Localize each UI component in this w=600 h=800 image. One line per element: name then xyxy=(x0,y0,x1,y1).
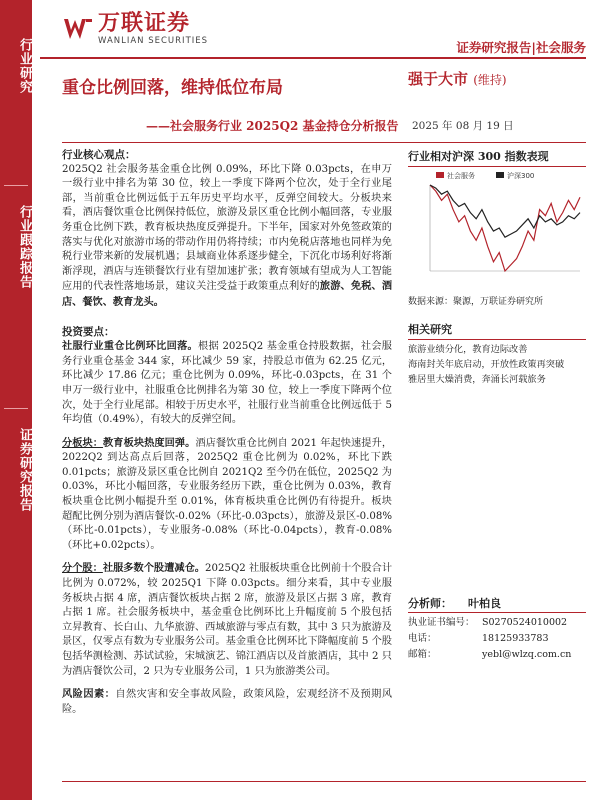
chart-series-line xyxy=(430,185,580,237)
cert-value: S0270524010002 xyxy=(482,617,568,628)
chart-title: 行业相对沪深 300 指数表现 xyxy=(408,150,549,163)
core-view-highlight: 旅游、免税、酒店、餐饮、教育龙头。 xyxy=(62,280,393,308)
related-research-heading: 相关研究 xyxy=(408,321,586,340)
risk-body: 自然灾害和安全事故风险，政策风险，宏观经济不及预期风险。 xyxy=(62,689,393,715)
email-label: 邮箱： xyxy=(408,649,437,660)
investment-points-heading: 投资要点： xyxy=(62,325,115,338)
wanlian-logo-icon xyxy=(62,15,94,43)
tel-label: 电话： xyxy=(408,633,437,644)
tel-value: 18125933783 xyxy=(482,633,549,644)
sidebar-tag-tracking-report: 行业跟踪报告 xyxy=(17,205,32,289)
report-type-label: 证券研究报告|社会服务 xyxy=(456,40,586,55)
left-sidebar xyxy=(0,0,32,800)
main-content xyxy=(62,148,392,725)
sidebar-tag-securities-report: 证券研究报告 xyxy=(17,428,32,512)
point-stock-block xyxy=(62,561,392,679)
analyst-block xyxy=(408,596,586,663)
rating-note: (维持) xyxy=(473,73,507,87)
report-title: 重仓比例回落，维持低位布局 xyxy=(62,78,283,98)
report-subtitle: ——社会服务行业 2025Q2 基金持仓分析报告 xyxy=(146,119,399,133)
point-stock-lead: 社服多数个股遭减仓。 xyxy=(102,562,206,575)
sidebar-divider xyxy=(4,185,28,186)
title-rule xyxy=(62,142,586,143)
point-industry-body: 根据 2025Q2 基金重仓持股数据，社会服务行业重仓基金 344 家，环比减少 59 家，持股总市值为 62.25 亿元，环比减少 17.86 亿元；重仓比例为 0.09%，环比-0.03pcts，在 31 个申万一级行业中，社服重仓比例排名为第 30 位，较上一季度下降两个位次，处于全行业尾部。相较于历史水平，社服行业当前重仓比例远低于 5 年均值（0.49%），有较大的反弹空间。 xyxy=(62,341,392,426)
company-logo xyxy=(62,12,208,46)
core-view-block xyxy=(62,148,392,311)
risk-lead: 风险因素： xyxy=(62,688,116,701)
side-column xyxy=(408,148,586,387)
point-industry xyxy=(62,339,392,428)
risk-block xyxy=(62,687,392,717)
header-rule xyxy=(40,57,586,59)
related-research-item[interactable]: 旅游业绩分化，教育边际改善 xyxy=(408,344,528,355)
point-stock-label: 分个股： xyxy=(62,562,103,575)
point-sector xyxy=(62,436,392,554)
related-research-list xyxy=(408,342,586,387)
chart-header xyxy=(408,148,586,167)
risk-factors xyxy=(62,687,392,717)
performance-chart xyxy=(408,167,586,287)
core-view-heading: 行业核心观点： xyxy=(62,149,136,161)
point-sector-label: 分板块： xyxy=(62,436,104,449)
point-stock-body: 2025Q2 社服板块重仓比例前十个股合计比例为 0.072%，较 2025Q1 下降 0.03pcts。细分来看，其中专业服务板块占据 4 席，酒店餐饮板块占据 2 席，旅游及景区占据 3 席，教育占据 1 席。社会服务板块中，基金重仓比例环比上升幅度前 5 个股包括立昇教育、长白山、九华旅游、西域旅游与零点有数，其中 3 只为旅游及景区，仅零点有数为专业服务公司。基金重仓比例环比下降幅度前 5 个股包括华测检测、苏试试验，宋城演艺、锦江酒店以及首旅酒店，其中 2 只为酒店餐饮公司，2 只为专业服务公司，1 只为旅游类公司。 xyxy=(62,563,393,677)
email-value[interactable]: yebl@wlzq.com.cn xyxy=(482,649,572,660)
legend-label: 社会服务 xyxy=(447,172,475,180)
report-date: 2025 年 08 月 19 日 xyxy=(412,120,514,132)
chart-series-line xyxy=(430,185,580,271)
analyst-name: 叶柏良 xyxy=(468,597,501,610)
point-sector-lead: 教育板块热度回弹。 xyxy=(103,436,196,449)
core-view-text xyxy=(62,163,392,311)
related-research-item[interactable]: 雅居里大燥消费，奔涌长河载旅务 xyxy=(408,374,546,385)
chart-source: 数据来源：聚源，万联证券研究所 xyxy=(408,297,544,307)
rating xyxy=(408,68,507,89)
point-industry-lead: 社服行业重仓比例环比回落。 xyxy=(62,340,199,353)
point-sector-body: 酒店餐饮重仓比例自 2021 年起快速提升，2022Q2 到达高点后回落，2025Q2 重仓比例为 0.02%，环比下跌 0.01pcts；旅游及景区重仓比例自 2021Q2 至今仍在低位，2025Q2 为 0.03%，环比小幅回落，专业服务经历下跌，重仓比例为 0.03%，教育板块重仓比例小幅提升至 0.01%，体育板块重仓比例仍有待提升。板块超配比例分别为酒店餐饮-0.02%（环比-0.03pcts），旅游及景区-0.08%（环比-0.01pcts），专业服务-0.08%（环比-0.04pcts），教育-0.08%（环比+0.02pcts）。 xyxy=(62,437,393,551)
rating-text: 强于大市 xyxy=(408,70,469,88)
legend-swatch xyxy=(436,172,444,178)
related-research-item[interactable]: 海南封关年底启动，开放性政策再突破 xyxy=(408,359,565,370)
point-sector-block xyxy=(62,436,392,554)
legend-label: 沪深300 xyxy=(507,172,535,180)
footer-rule xyxy=(62,781,586,782)
sidebar-divider xyxy=(4,408,28,409)
investment-points-block xyxy=(62,325,392,428)
logo-name-cn: 万联证券 xyxy=(98,11,191,36)
sidebar-tag-industry-research: 行业研究 xyxy=(17,38,32,94)
legend-swatch xyxy=(496,172,504,178)
point-stock xyxy=(62,561,392,679)
cert-label: 执业证书编号： xyxy=(408,617,475,628)
logo-name-en: WANLIAN SECURITIES xyxy=(98,36,209,46)
analyst-label: 分析师： xyxy=(408,597,452,610)
core-view-body: 2025Q2 社会服务基金重仓比例 0.09%，环比下降 0.03pcts，在申万一级行业中排名为第 30 位，较上一季度下降两个位次，处于全行业尾部，当前重仓比例远低于五年历史平均水平，反弹空间较大。分板块来看，酒店餐饮重仓比例保持低位，旅游及景区重仓比例小幅回落，专业服务重仓比例下跌，教育板块热度反弹提升。下半年，国家对外免签政策的落实与优化对旅游市场的带动作用仍将持续；市内免税店落地也同样为免税行业带来新的发展机遇；县域商业体系逐步健全，下沉化市场利好将渐渐浮现，酒店与连锁餐饮行业有望加速扩张；教育领域有望成为人工智能应用的代表性落地场景，建议关注受益于政策重点利好的 xyxy=(62,163,392,293)
